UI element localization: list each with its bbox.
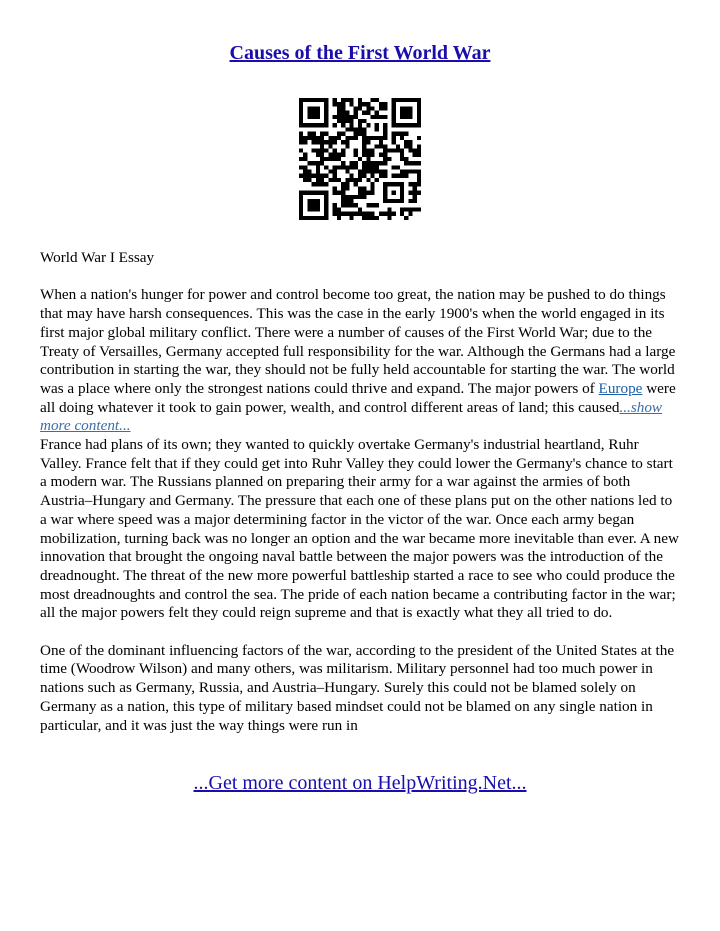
paragraph-1-text-b: were all doing whatever it took to gain power, wealth, and control different areas of land; this caused — [40, 379, 676, 416]
europe-link[interactable]: Europe — [598, 379, 643, 397]
qr-code-icon — [299, 98, 421, 220]
essay-paragraph-1 — [40, 286, 682, 436]
essay-paragraph-2: France had plans of its own; they wanted to quickly overtake Germany's industrial heartland, Ruhr Valley. France felt that if they could get into Ruhr Valley they could lower the Germany's chance to start a modern war. The Russians planned on preparing their army for a war against the armies of both Austria–Hungary and Germany. The pressure that each one of these plans put on the other nations led to a war where speed was a major determining factor in the victor of the war. Once each army began mobilization, turning back was no longer an option and the war became more inevitable than ever. A new innovation that brought the ongoing naval battle between the major powers was the introduction of the dreadnought. The threat of the new more powerful battleship started a race to see who could produce the most dreadnoughts and control the sea. The pride of each nation became a contributing factor in the war; all the major powers felt they could reign supreme and that is exactly what they all tried to do. — [40, 436, 679, 622]
document-title[interactable]: Causes of the First World War — [229, 42, 491, 64]
get-more-content-link[interactable]: ...Get more content on HelpWriting.Net... — [193, 772, 527, 794]
essay-subtitle: World War I Essay — [40, 249, 155, 266]
spacer — [40, 623, 682, 642]
spacer — [40, 268, 682, 287]
show-more-link[interactable]: ...show more content... — [40, 398, 663, 435]
essay-paragraph-3: One of the dominant influencing factors of the war, according to the president of the United States at the time (Woodrow Wilson) and many others, was militarism. Military personnel had too much power in nations such as Germany, Russia, and Austria–Hungary. Surely this could not be blamed solely on Germany as a nation, this type of military based mindset could not be blamed on any single nation in particular, and it was just the way things were run in — [40, 641, 675, 734]
paragraph-1-text-a: When a nation's hunger for power and control become too great, the nation may be pushed to do things that may have harsh consequences. This was the case in the early 1900's when the world engaged in its first major global military conflict. There were a number of causes of the First World War; due to the Treaty of Versailles, Germany accepted full responsibility for the war. Although the Germans had a large contribution in starting the war, they should not be fully held accountable for starting the war. The world was a place where only the strongest nations could thrive and expand. The major powers of — [40, 286, 676, 397]
essay-body — [40, 249, 682, 735]
